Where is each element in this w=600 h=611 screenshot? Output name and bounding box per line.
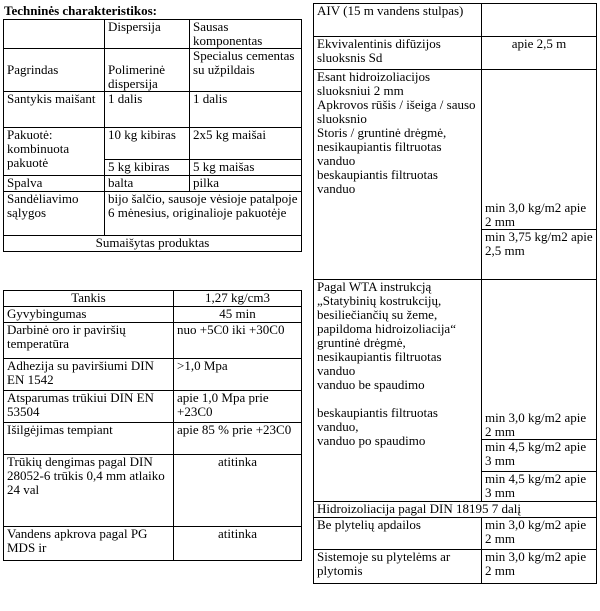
cell: apie 85 % prie +23C0 xyxy=(174,423,302,455)
table-row xyxy=(4,236,302,252)
row-label: Sandėliavimo sąlygos xyxy=(4,192,105,236)
row-label: Pagal WTA instrukcją „Statybinių kostrukcijų, besiliečiančių su žeme, papildoma hidroizoliacija“ gruntinė drėgmė, nesikaupiantis filtruotas vanduo vanduo be spaudimo beskaupiantis filtruotas vanduo, vanduo po spaudimo xyxy=(314,280,482,502)
row-label: Išilgėjimas tempiant xyxy=(4,423,174,455)
cell: nuo +5C0 iki +30C0 xyxy=(174,323,302,359)
table-row xyxy=(4,291,302,307)
table-row xyxy=(4,49,302,92)
cell: 1,27 kg/cm3 xyxy=(174,291,302,307)
row-label: Be plytelių apdailos xyxy=(314,518,482,550)
cell: min 3,0 kg/m2 apie 2 mm xyxy=(482,550,597,584)
table-row xyxy=(4,192,302,236)
row-label: Atsparumas trūkiui DIN EN 53504 xyxy=(4,391,174,423)
cell: min 3,0 kg/m2 apie 2 mm xyxy=(482,70,597,230)
cell: atitinka xyxy=(174,455,302,527)
row-label: Sistemoje su plytelėms ar plytomis xyxy=(314,550,482,584)
cell: AIV (15 m vandens stulpas) xyxy=(314,4,482,37)
cell: atitinka xyxy=(174,527,302,561)
cell: 10 kg kibiras xyxy=(105,128,190,160)
row-label: Adhezija su paviršiumi DIN EN 1542 xyxy=(4,359,174,391)
table-row xyxy=(314,37,597,70)
row-label: Gyvybingumas xyxy=(4,307,174,323)
table-row xyxy=(314,70,597,230)
cell: 1 dalis xyxy=(105,92,190,128)
row-label: Santykis maišant xyxy=(4,92,105,128)
table-row xyxy=(4,391,302,423)
table-row xyxy=(4,527,302,561)
cell: Polimerinė dispersija xyxy=(105,49,190,92)
table-row xyxy=(4,176,302,192)
row-label: Esant hidroizoliacijos sluoksniui 2 mm Apkrovos rūšis / išeiga / sauso sluoksnio Storis / gruntinė drėgmė, nesikaupiantis filtruotas vanduo beskaupiantis filtruotas vanduo xyxy=(314,70,482,280)
table-row xyxy=(4,359,302,391)
col-header: Dispersija xyxy=(105,20,190,49)
cell: 5 kg maišas xyxy=(190,160,302,176)
table-row xyxy=(314,4,597,37)
table-row xyxy=(4,323,302,359)
table-row xyxy=(314,280,597,440)
section-row: Hidroizoliacija pagal DIN 18195 7 dalį xyxy=(314,502,597,518)
cell: pilka xyxy=(190,176,302,192)
cell: min 4,5 kg/m2 apie 3 mm xyxy=(482,472,597,502)
cell: 45 min xyxy=(174,307,302,323)
cell: apie 2,5 m xyxy=(482,37,597,70)
row-label: Tankis xyxy=(4,291,174,307)
cell: bijo šalčio, sausoje vėsioje patalpoje 6 mėnesius, originalioje pakuotėje xyxy=(105,192,302,236)
row-label: Vandens apkrova pagal PG MDS ir xyxy=(4,527,174,561)
cell: min 3,75 kg/m2 apie 2,5 mm xyxy=(482,230,597,280)
table-row xyxy=(4,307,302,323)
table-row xyxy=(314,550,597,584)
cell: balta xyxy=(105,176,190,192)
table-row xyxy=(4,423,302,455)
cell: Specialus cementas su užpildais xyxy=(190,49,302,92)
row-label: Pakuotė: kombinuota pakuotė xyxy=(4,128,105,176)
section-title: Techninės charakteristikos: xyxy=(4,3,157,18)
row-label: Pagrindas xyxy=(4,49,105,92)
mixed-product-table xyxy=(3,290,302,561)
cell: 5 kg kibiras xyxy=(105,160,190,176)
table-row xyxy=(4,92,302,128)
cell: apie 1,0 Mpa prie +23C0 xyxy=(174,391,302,423)
table-row xyxy=(314,518,597,550)
table-row xyxy=(314,502,597,518)
cell: 1 dalis xyxy=(190,92,302,128)
cell: min 4,5 kg/m2 apie 3 mm xyxy=(482,440,597,472)
left-spec-table xyxy=(3,19,302,252)
table-row xyxy=(4,455,302,527)
mixed-product-header: Sumaišytas produktas xyxy=(4,236,302,252)
cell: >1,0 Mpa xyxy=(174,359,302,391)
row-label: Trūkių dengimas pagal DIN 28052-6 trūkis 0,4 mm atlaiko 24 val xyxy=(4,455,174,527)
row-label: Spalva xyxy=(4,176,105,192)
cell: min 3,0 kg/m2 apie 2 mm xyxy=(482,280,597,440)
row-label: Darbinė oro ir paviršių temperatūra xyxy=(4,323,174,359)
table-row xyxy=(4,128,302,160)
row-label: Ekvivalentinis difūzijos sluoksnis Sd xyxy=(314,37,482,70)
cell: 2x5 kg maišai xyxy=(190,128,302,160)
table-row xyxy=(4,20,302,49)
right-spec-table xyxy=(313,3,597,584)
col-header: Sausas komponentas xyxy=(190,20,302,49)
cell: min 3,0 kg/m2 apie 2 mm xyxy=(482,518,597,550)
